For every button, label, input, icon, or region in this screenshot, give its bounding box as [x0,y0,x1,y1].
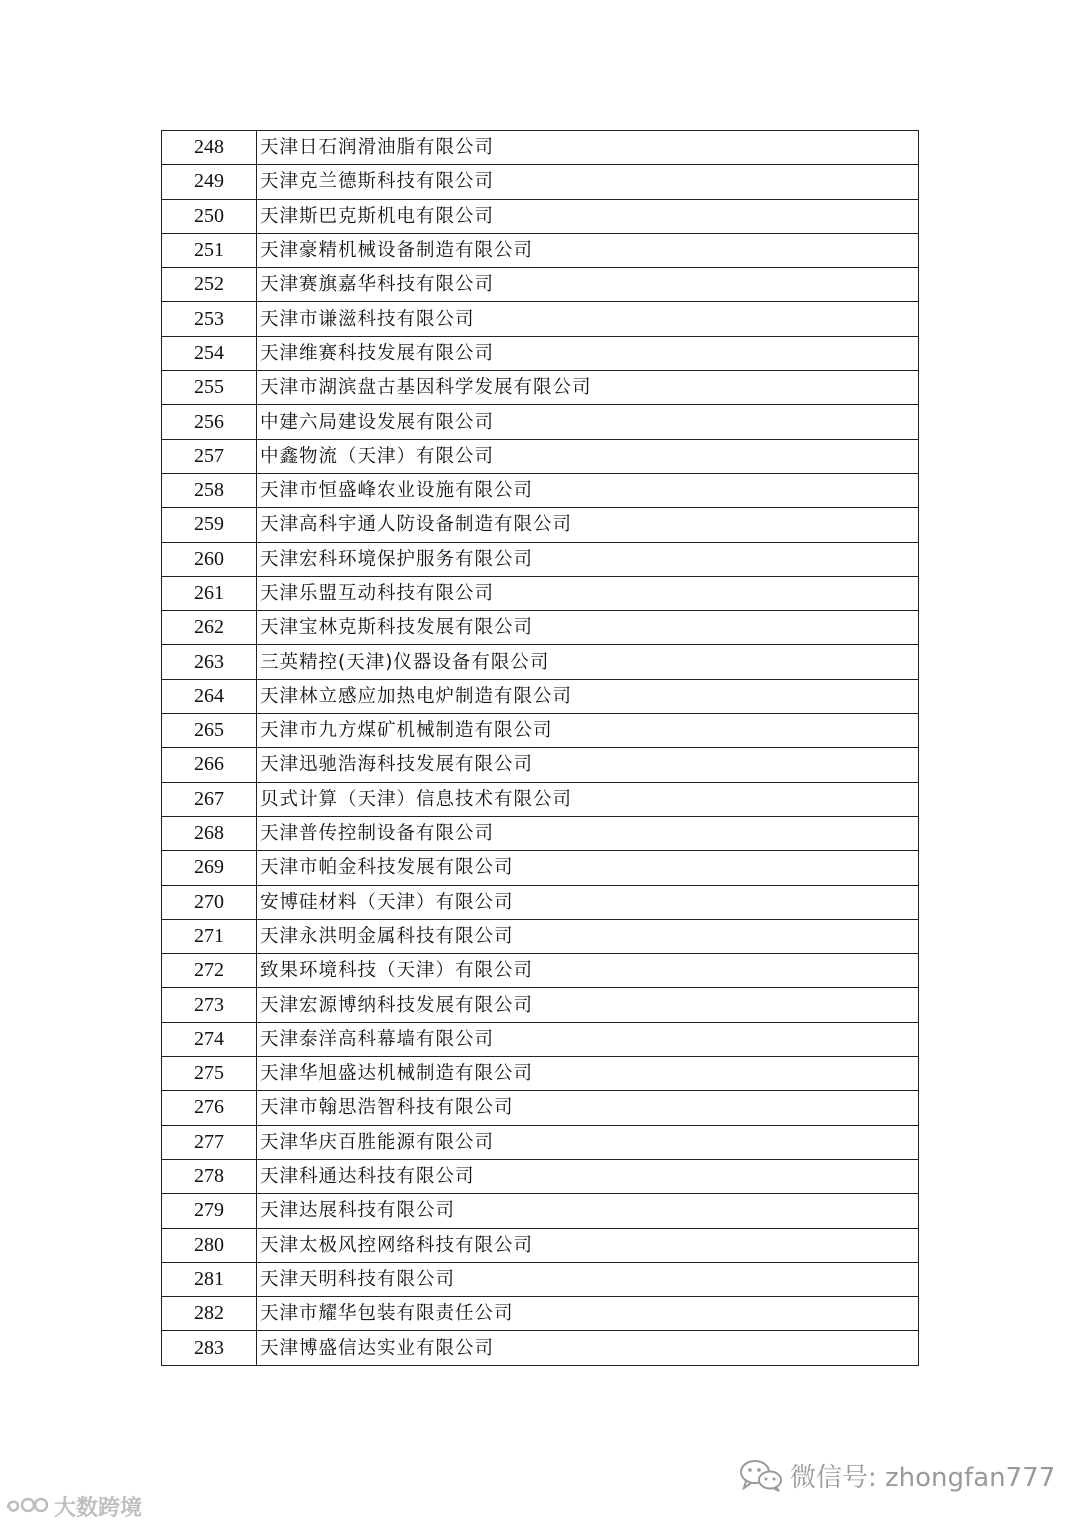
company-name-cell: 天津市湖滨盘古基因科学发展有限公司 [257,371,919,405]
table-row [162,679,919,713]
row-number-cell: 282 [162,1297,257,1331]
table-row [162,1057,919,1091]
company-name-cell: 天津博盛信达实业有限公司 [257,1331,919,1365]
row-number-cell: 261 [162,576,257,610]
row-number-cell: 278 [162,1159,257,1193]
row-number-cell: 283 [162,1331,257,1365]
row-number-cell: 258 [162,473,257,507]
company-name-cell: 天津维赛科技发展有限公司 [257,336,919,370]
table-row [162,508,919,542]
company-name-cell: 天津宝林克斯科技发展有限公司 [257,611,919,645]
company-name-cell: 中鑫物流（天津）有限公司 [257,439,919,473]
table-row [162,1159,919,1193]
table-row [162,645,919,679]
table-row [162,885,919,919]
table-row [162,165,919,199]
row-number-cell: 250 [162,199,257,233]
wechat-footer [738,1457,1055,1493]
row-number-cell: 276 [162,1091,257,1125]
table-row [162,954,919,988]
row-number-cell: 259 [162,508,257,542]
company-name-cell: 天津永洪明金属科技有限公司 [257,919,919,953]
company-name-cell: 天津林立感应加热电炉制造有限公司 [257,679,919,713]
wechat-id-text: 微信号: zhongfan777 [790,1462,1056,1493]
company-name-cell: 天津高科宇通人防设备制造有限公司 [257,508,919,542]
row-number-cell: 265 [162,714,257,748]
table-row [162,302,919,336]
row-number-cell: 260 [162,542,257,576]
watermark [4,1491,142,1521]
company-name-cell: 天津普传控制设备有限公司 [257,816,919,850]
table-row [162,611,919,645]
table-row [162,782,919,816]
row-number-cell: 263 [162,645,257,679]
company-name-cell: 致果环境科技（天津）有限公司 [257,954,919,988]
company-name-cell: 天津市谦滋科技有限公司 [257,302,919,336]
table-row [162,542,919,576]
table-row [162,405,919,439]
row-number-cell: 264 [162,679,257,713]
row-number-cell: 251 [162,233,257,267]
watermark-logo-icon [4,1494,50,1518]
row-number-cell: 275 [162,1057,257,1091]
company-name-cell: 天津日石润滑油脂有限公司 [257,131,919,165]
company-name-cell: 天津华旭盛达机械制造有限公司 [257,1057,919,1091]
row-number-cell: 269 [162,851,257,885]
table-row [162,919,919,953]
row-number-cell: 256 [162,405,257,439]
table-row [162,1331,919,1365]
table-row [162,1194,919,1228]
row-number-cell: 262 [162,611,257,645]
company-name-cell: 天津泰洋高科幕墙有限公司 [257,1022,919,1056]
company-name-cell: 天津乐盟互动科技有限公司 [257,576,919,610]
company-name-cell: 天津市帕金科技发展有限公司 [257,851,919,885]
table-row [162,748,919,782]
wechat-icon [738,1458,784,1492]
company-list-body [162,131,919,1366]
table-row [162,131,919,165]
row-number-cell: 280 [162,1228,257,1262]
table-row [162,473,919,507]
row-number-cell: 249 [162,165,257,199]
table-row [162,816,919,850]
row-number-cell: 267 [162,782,257,816]
company-name-cell: 天津华庆百胜能源有限公司 [257,1125,919,1159]
company-name-cell: 天津天明科技有限公司 [257,1262,919,1296]
row-number-cell: 254 [162,336,257,370]
company-name-cell: 三英精控(天津)仪器设备有限公司 [257,645,919,679]
table-row [162,199,919,233]
table-row [162,988,919,1022]
row-number-cell: 281 [162,1262,257,1296]
table-row [162,714,919,748]
company-name-cell: 天津市翰思浩智科技有限公司 [257,1091,919,1125]
company-name-cell: 天津市恒盛峰农业设施有限公司 [257,473,919,507]
company-name-cell: 天津斯巴克斯机电有限公司 [257,199,919,233]
table-row [162,1262,919,1296]
company-name-cell: 天津科通达科技有限公司 [257,1159,919,1193]
company-name-cell: 中建六局建设发展有限公司 [257,405,919,439]
table-row [162,268,919,302]
company-name-cell: 天津市耀华包装有限责任公司 [257,1297,919,1331]
row-number-cell: 268 [162,816,257,850]
company-name-cell: 天津市九方煤矿机械制造有限公司 [257,714,919,748]
row-number-cell: 279 [162,1194,257,1228]
row-number-cell: 257 [162,439,257,473]
company-name-cell: 天津克兰德斯科技有限公司 [257,165,919,199]
row-number-cell: 252 [162,268,257,302]
company-list-table [161,130,919,1366]
row-number-cell: 277 [162,1125,257,1159]
row-number-cell: 255 [162,371,257,405]
company-name-cell: 天津豪精机械设备制造有限公司 [257,233,919,267]
table-row [162,576,919,610]
table-row [162,1297,919,1331]
company-name-cell: 天津太极风控网络科技有限公司 [257,1228,919,1262]
row-number-cell: 272 [162,954,257,988]
table-row [162,233,919,267]
row-number-cell: 271 [162,919,257,953]
table-row [162,439,919,473]
company-name-cell: 贝式计算（天津）信息技术有限公司 [257,782,919,816]
table-row [162,1022,919,1056]
company-name-cell: 天津宏科环境保护服务有限公司 [257,542,919,576]
watermark-text: 大数跨境 [54,1495,143,1521]
table-row [162,1228,919,1262]
table-row [162,1125,919,1159]
table-row [162,851,919,885]
company-name-cell: 天津宏源博纳科技发展有限公司 [257,988,919,1022]
row-number-cell: 274 [162,1022,257,1056]
row-number-cell: 270 [162,885,257,919]
row-number-cell: 248 [162,131,257,165]
row-number-cell: 253 [162,302,257,336]
row-number-cell: 266 [162,748,257,782]
company-name-cell: 天津迅驰浩海科技发展有限公司 [257,748,919,782]
row-number-cell: 273 [162,988,257,1022]
table-row [162,1091,919,1125]
table-row [162,336,919,370]
company-name-cell: 天津达展科技有限公司 [257,1194,919,1228]
table-row [162,371,919,405]
company-name-cell: 天津赛旗嘉华科技有限公司 [257,268,919,302]
company-name-cell: 安博硅材料（天津）有限公司 [257,885,919,919]
